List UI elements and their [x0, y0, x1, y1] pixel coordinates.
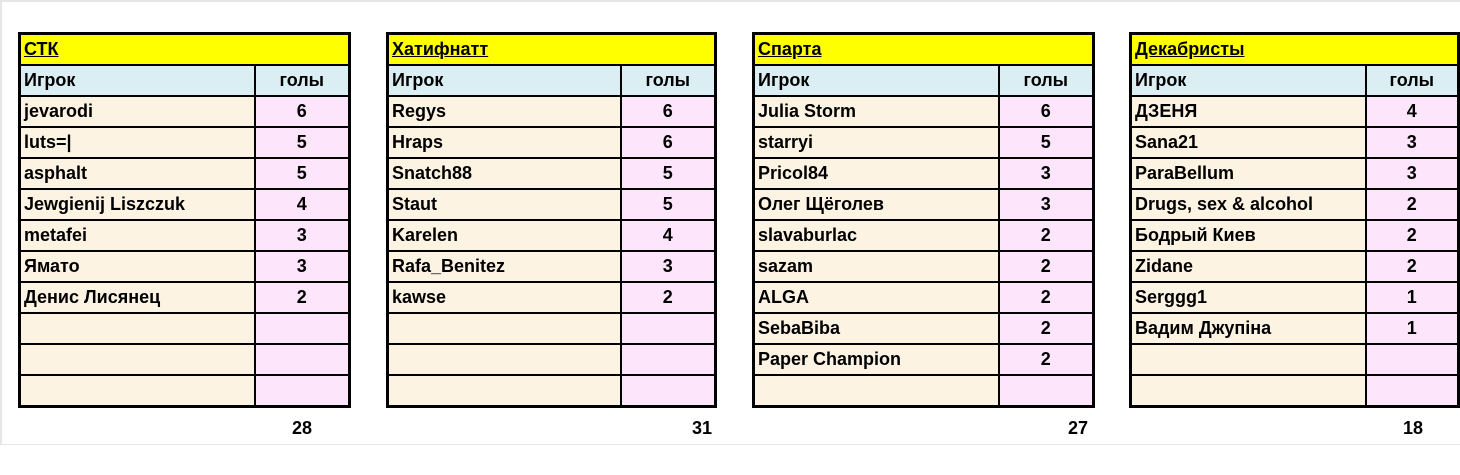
- goals-cell[interactable]: 3: [1366, 127, 1459, 158]
- table-row: [754, 127, 1094, 158]
- player-cell[interactable]: Rafa_Benitez: [388, 251, 621, 282]
- player-cell[interactable]: slavaburlac: [754, 220, 999, 251]
- table-row: [1131, 127, 1459, 158]
- player-cell[interactable]: [20, 375, 255, 407]
- goals-cell[interactable]: 2: [255, 282, 350, 313]
- player-cell[interactable]: starryi: [754, 127, 999, 158]
- player-cell[interactable]: Олег Щёголев: [754, 189, 999, 220]
- table-row: [20, 220, 350, 251]
- team-block: [1129, 32, 1460, 408]
- player-cell[interactable]: Regys: [388, 96, 621, 127]
- team-table: [386, 32, 717, 408]
- player-cell[interactable]: [1131, 375, 1366, 407]
- table-row: [754, 375, 1094, 407]
- goals-cell[interactable]: 2: [999, 344, 1094, 375]
- player-cell[interactable]: [388, 375, 621, 407]
- player-cell[interactable]: [20, 344, 255, 375]
- goals-column-header[interactable]: голы: [1366, 65, 1459, 96]
- table-row: [1131, 96, 1459, 127]
- table-row: [1131, 158, 1459, 189]
- goals-cell[interactable]: [1366, 344, 1459, 375]
- table-row: [20, 96, 350, 127]
- table-row: [1131, 251, 1459, 282]
- table-row: [388, 313, 716, 344]
- player-cell[interactable]: asphalt: [20, 158, 255, 189]
- sheet-left-border: [0, 0, 2, 445]
- player-cell[interactable]: Jewgienij Liszczuk: [20, 189, 255, 220]
- team-table: [1129, 32, 1460, 408]
- goals-cell[interactable]: 4: [621, 220, 716, 251]
- table-row: [1131, 282, 1459, 313]
- goals-cell[interactable]: 2: [999, 282, 1094, 313]
- team-goals-total[interactable]: 31: [691, 418, 713, 438]
- goals-cell[interactable]: 3: [255, 251, 350, 282]
- team-table: [752, 32, 1095, 408]
- table-row: [20, 158, 350, 189]
- player-column-header[interactable]: Игрок: [388, 65, 621, 96]
- table-row: [1131, 344, 1459, 375]
- goals-cell[interactable]: 2: [999, 251, 1094, 282]
- player-cell[interactable]: Julia Storm: [754, 96, 999, 127]
- table-row: [388, 220, 716, 251]
- player-cell[interactable]: [20, 313, 255, 344]
- team-block: [752, 32, 1095, 408]
- table-row: [388, 282, 716, 313]
- table-row: [20, 344, 350, 375]
- team-name-cell[interactable]: Хатифнатт: [388, 34, 716, 66]
- goals-cell[interactable]: [255, 344, 350, 375]
- goals-cell[interactable]: 4: [1366, 96, 1459, 127]
- table-row: [754, 220, 1094, 251]
- player-column-header[interactable]: Игрок: [1131, 65, 1366, 96]
- goals-cell[interactable]: [1366, 375, 1459, 407]
- player-cell[interactable]: Drugs, sex & alcohol: [1131, 189, 1366, 220]
- player-cell[interactable]: [388, 344, 621, 375]
- goals-cell[interactable]: 3: [999, 189, 1094, 220]
- goals-column-header[interactable]: голы: [621, 65, 716, 96]
- team-name-cell[interactable]: Декабристы: [1131, 34, 1459, 66]
- table-row: [20, 127, 350, 158]
- team-goals-total[interactable]: 28: [291, 418, 313, 438]
- player-cell[interactable]: Snatch88: [388, 158, 621, 189]
- table-row: [388, 96, 716, 127]
- goals-cell[interactable]: 2: [1366, 189, 1459, 220]
- player-cell[interactable]: Ямато: [20, 251, 255, 282]
- header-row: [1131, 65, 1459, 96]
- player-cell[interactable]: [388, 313, 621, 344]
- table-row: [1131, 189, 1459, 220]
- sheet-top-border: [0, 0, 1460, 2]
- goals-cell[interactable]: 3: [1366, 158, 1459, 189]
- goals-cell[interactable]: [255, 375, 350, 407]
- player-cell[interactable]: metafei: [20, 220, 255, 251]
- team-goals-total[interactable]: 27: [1067, 418, 1089, 438]
- goals-cell[interactable]: 5: [255, 158, 350, 189]
- goals-cell[interactable]: [621, 375, 716, 407]
- table-row: [754, 344, 1094, 375]
- player-cell[interactable]: jevarodi: [20, 96, 255, 127]
- goals-cell[interactable]: 6: [621, 96, 716, 127]
- goals-cell[interactable]: 5: [621, 189, 716, 220]
- goals-cell[interactable]: 3: [255, 220, 350, 251]
- goals-cell[interactable]: [999, 375, 1094, 407]
- goals-cell[interactable]: [621, 313, 716, 344]
- table-row: [20, 375, 350, 407]
- table-row: [20, 189, 350, 220]
- goals-cell[interactable]: [255, 313, 350, 344]
- goals-cell[interactable]: 6: [999, 96, 1094, 127]
- table-row: [754, 158, 1094, 189]
- team-block: [18, 32, 351, 408]
- player-cell[interactable]: Hraps: [388, 127, 621, 158]
- goals-cell[interactable]: 3: [999, 158, 1094, 189]
- player-cell[interactable]: Paper Champion: [754, 344, 999, 375]
- goals-cell[interactable]: 6: [255, 96, 350, 127]
- player-cell[interactable]: ДЗЕНЯ: [1131, 96, 1366, 127]
- table-row: [1131, 220, 1459, 251]
- team-table: [18, 32, 351, 408]
- player-cell[interactable]: [1131, 344, 1366, 375]
- goals-cell[interactable]: 5: [621, 158, 716, 189]
- table-row: [388, 158, 716, 189]
- goals-column-header[interactable]: голы: [999, 65, 1094, 96]
- team-block: [386, 32, 717, 408]
- team-goals-total[interactable]: 18: [1402, 418, 1424, 438]
- table-row: [754, 96, 1094, 127]
- player-column-header[interactable]: Игрок: [20, 65, 255, 96]
- goals-cell[interactable]: 2: [1366, 220, 1459, 251]
- table-row: [754, 313, 1094, 344]
- table-row: [754, 189, 1094, 220]
- team-name-cell[interactable]: СТК: [20, 34, 350, 66]
- table-row: [388, 189, 716, 220]
- player-cell[interactable]: Serggg1: [1131, 282, 1366, 313]
- table-row: [754, 251, 1094, 282]
- player-cell[interactable]: [754, 375, 999, 407]
- table-row: [754, 282, 1094, 313]
- team-name-cell[interactable]: Спарта: [754, 34, 1094, 66]
- player-cell[interactable]: Бодрый Киев: [1131, 220, 1366, 251]
- player-cell[interactable]: Вадим Джупіна: [1131, 313, 1366, 344]
- player-cell[interactable]: Денис Лисянец: [20, 282, 255, 313]
- player-cell[interactable]: Staut: [388, 189, 621, 220]
- goals-cell[interactable]: 1: [1366, 313, 1459, 344]
- player-column-header[interactable]: Игрок: [754, 65, 999, 96]
- player-cell[interactable]: luts=|: [20, 127, 255, 158]
- table-row: [1131, 313, 1459, 344]
- table-row: [388, 344, 716, 375]
- player-cell[interactable]: Sana21: [1131, 127, 1366, 158]
- player-cell[interactable]: ParaBellum: [1131, 158, 1366, 189]
- header-row: [20, 65, 350, 96]
- header-row: [388, 65, 716, 96]
- goals-cell[interactable]: 2: [999, 220, 1094, 251]
- player-cell[interactable]: kawse: [388, 282, 621, 313]
- goals-column-header[interactable]: голы: [255, 65, 350, 96]
- table-row: [20, 282, 350, 313]
- player-cell[interactable]: Zidane: [1131, 251, 1366, 282]
- table-row: [20, 313, 350, 344]
- player-cell[interactable]: sazam: [754, 251, 999, 282]
- header-row: [754, 65, 1094, 96]
- goals-cell[interactable]: 5: [999, 127, 1094, 158]
- player-cell[interactable]: Karelen: [388, 220, 621, 251]
- player-cell[interactable]: Pricol84: [754, 158, 999, 189]
- table-row: [1131, 375, 1459, 407]
- goals-cell[interactable]: 5: [255, 127, 350, 158]
- player-cell[interactable]: SebaBiba: [754, 313, 999, 344]
- table-row: [20, 251, 350, 282]
- goals-cell[interactable]: 2: [999, 313, 1094, 344]
- player-cell[interactable]: ALGA: [754, 282, 999, 313]
- goals-cell[interactable]: 2: [1366, 251, 1459, 282]
- sheet-bottom-border: [0, 444, 1460, 445]
- goals-cell[interactable]: 3: [621, 251, 716, 282]
- goals-cell[interactable]: [621, 344, 716, 375]
- table-row: [388, 375, 716, 407]
- table-row: [388, 127, 716, 158]
- goals-cell[interactable]: 2: [621, 282, 716, 313]
- table-row: [388, 251, 716, 282]
- goals-cell[interactable]: 1: [1366, 282, 1459, 313]
- goals-cell[interactable]: 6: [621, 127, 716, 158]
- goals-cell[interactable]: 4: [255, 189, 350, 220]
